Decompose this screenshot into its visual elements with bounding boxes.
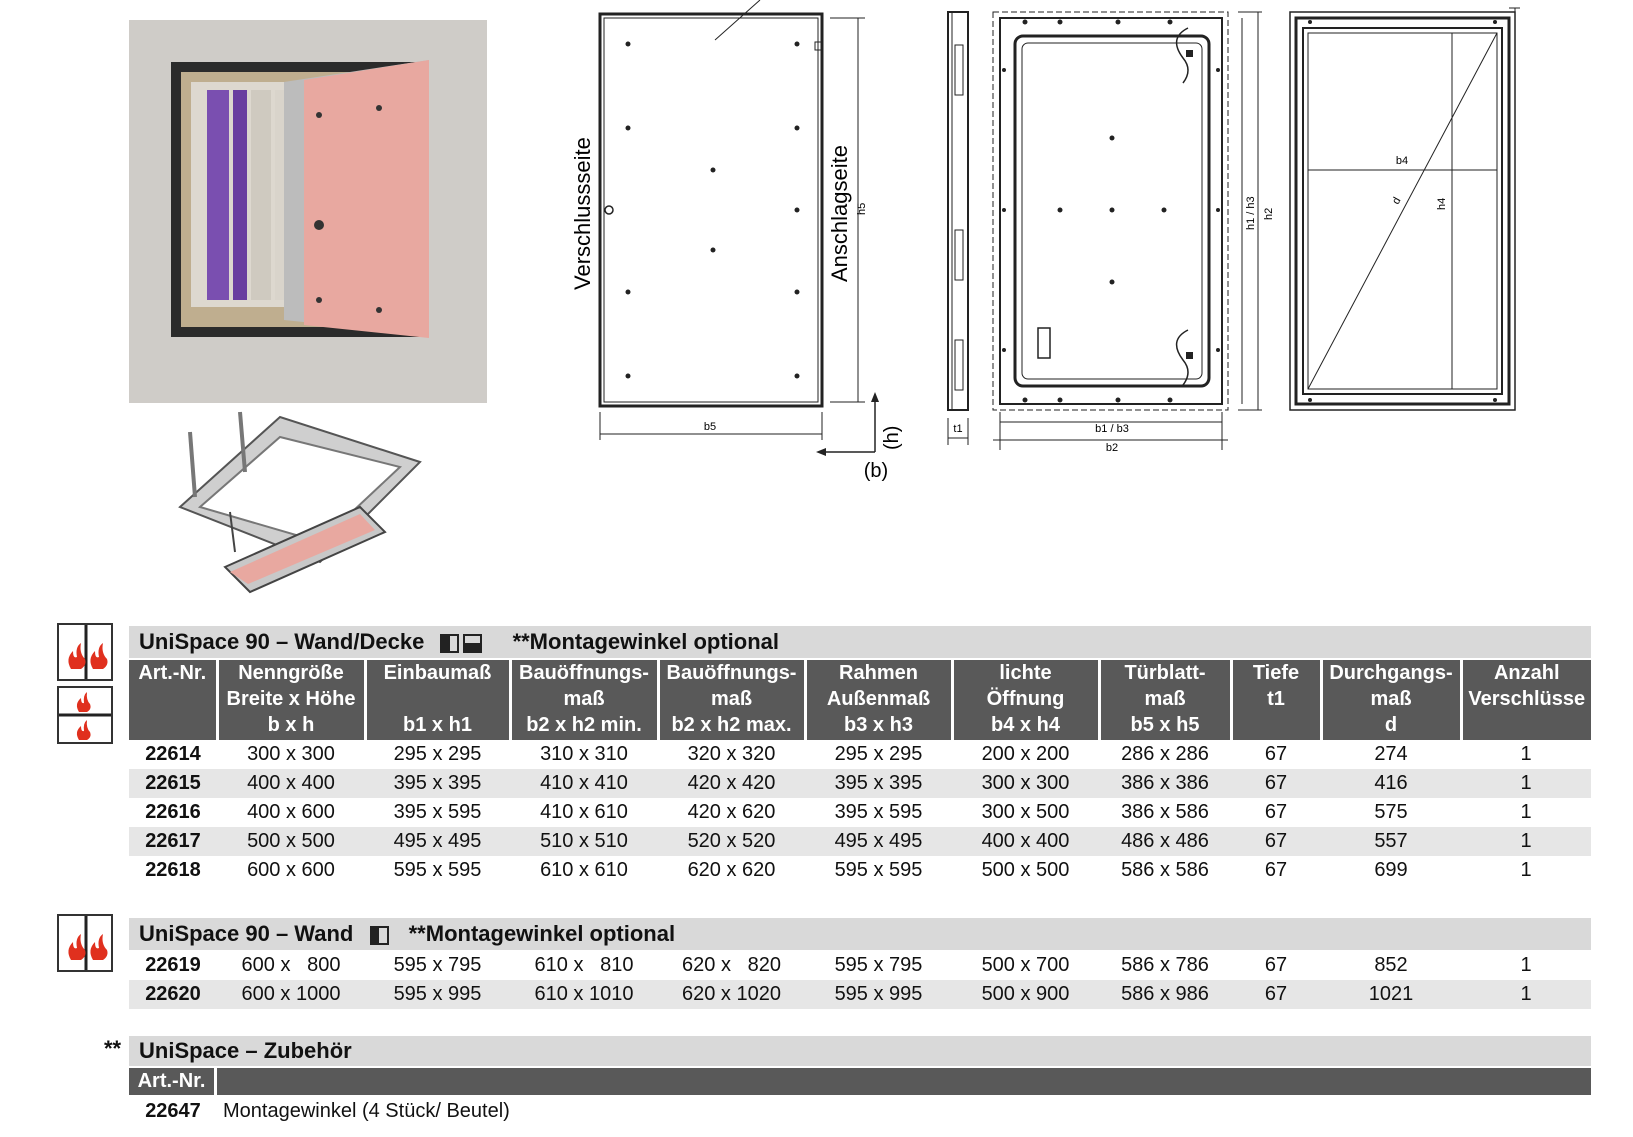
table-cell: 1 <box>1461 980 1591 1009</box>
table-cell: 386 x 586 <box>1121 801 1209 823</box>
list-item <box>129 1097 1591 1125</box>
table-row <box>129 980 1591 1009</box>
table-cell: 610 x 810 <box>534 954 634 976</box>
opening-view <box>1290 8 1520 410</box>
col-header-rahmen: Rahmen Außenmaß b3 x h3 <box>805 660 952 740</box>
col-header-tiefe: Tiefe t1 <box>1231 660 1321 740</box>
article-number-cell: 22617 <box>129 827 217 856</box>
table-cell: 200 x 200 <box>981 743 1070 765</box>
col-header-einbaumass: Einbaumaß b1 x h1 <box>365 660 510 740</box>
table-cell: 1 <box>1520 743 1532 765</box>
table-cell: 410 x 610 <box>540 801 628 823</box>
dim-t1: t1 <box>953 423 963 435</box>
table-cell: 67 <box>1231 769 1321 798</box>
table-cell: 300 x 300 <box>247 743 335 765</box>
section2-table <box>129 951 1591 1009</box>
table-cell: 586 x 586 <box>1121 859 1209 881</box>
table-cell: 500 x 500 <box>217 827 365 856</box>
table-row <box>129 798 1591 827</box>
table-cell: 600 x 800 <box>241 954 341 976</box>
table-cell: 620 x 620 <box>687 859 776 881</box>
col-header-bauoeffnung-max: Bauöffnungs- maß b2 x h2 max. <box>658 660 805 740</box>
section1-header-row <box>129 660 1591 740</box>
table-cell: 852 <box>1374 954 1408 976</box>
table-row <box>129 827 1591 856</box>
section1-title-bar <box>129 626 1591 658</box>
table-cell: 295 x 295 <box>834 743 923 765</box>
section2-note: **Montagewinkel optional <box>408 921 676 946</box>
article-number-cell: 22614 <box>145 743 201 765</box>
table-cell: 600 x 600 <box>247 859 335 881</box>
col-header-bauoeffnung-min: Bauöffnungs- maß b2 x h2 min. <box>510 660 658 740</box>
table-cell: 500 x 700 <box>981 954 1070 976</box>
article-number-cell: 22619 <box>145 954 201 976</box>
table-cell: 595 x 995 <box>805 980 952 1009</box>
label-verschlussseite: Verschlussseite <box>570 137 595 290</box>
section2-body <box>129 951 1591 1009</box>
table-cell: 400 x 400 <box>217 769 365 798</box>
table-cell: 586 x 786 <box>1121 954 1209 976</box>
table-cell: 1021 <box>1321 980 1461 1009</box>
table-cell: 595 x 595 <box>393 859 482 881</box>
dim-b2: b2 <box>1105 442 1119 454</box>
table-cell: 595 x 795 <box>393 954 482 976</box>
section3-body <box>129 1097 1591 1125</box>
table-cell: 1 <box>1520 801 1532 823</box>
section3-col-header-art-nr: Art.-Nr. <box>129 1068 217 1095</box>
label-anschlagseite: Anschlagseite <box>827 145 852 282</box>
section3-title: UniSpace – Zubehör <box>139 1038 352 1063</box>
table-cell: 67 <box>1231 827 1321 856</box>
table-row <box>129 951 1591 980</box>
table-cell: 420 x 620 <box>687 801 776 823</box>
table-cell: 500 x 500 <box>981 859 1070 881</box>
table-cell: 386 x 386 <box>1099 769 1231 798</box>
section1-body <box>129 740 1591 885</box>
table-cell: 295 x 295 <box>393 743 482 765</box>
col-header-lichte-oeffnung: lichte Öffnung b4 x h4 <box>952 660 1099 740</box>
dim-d: d <box>1390 195 1404 207</box>
table-cell: 620 x 820 <box>682 954 781 976</box>
table-cell: 1 <box>1520 954 1532 976</box>
article-number-cell: 22615 <box>129 769 217 798</box>
table-cell: 486 x 486 <box>1099 827 1231 856</box>
table-cell: 395 x 595 <box>393 801 482 823</box>
table-row <box>129 769 1591 798</box>
table-cell: 610 x 1010 <box>510 980 658 1009</box>
table-cell: 595 x 595 <box>834 859 923 881</box>
table-row <box>129 740 1591 769</box>
accessory-marker: ** <box>104 1036 122 1061</box>
col-header-nenngroesse: Nenngröße Breite x Höhe b x h <box>217 660 365 740</box>
dim-h2: h2 <box>1263 207 1275 220</box>
article-number-cell: 22616 <box>145 801 201 823</box>
wall-mount-icon <box>440 634 459 653</box>
dim-b4: b4 <box>1395 155 1409 167</box>
table-cell: 320 x 320 <box>687 743 776 765</box>
section3-header-bar <box>129 1068 1591 1095</box>
article-number-cell: 22618 <box>145 859 201 881</box>
technical-drawing <box>570 0 1560 490</box>
dim-b1-b3: b1 / b3 <box>1095 423 1129 435</box>
table-row <box>129 856 1591 885</box>
table-cell: 395 x 395 <box>805 769 952 798</box>
section1-table <box>129 660 1591 885</box>
fire-wall-icon <box>57 623 113 681</box>
product-photo-wall <box>129 20 487 403</box>
table-cell: 1 <box>1461 827 1591 856</box>
back-view <box>993 12 1262 450</box>
table-cell: 300 x 500 <box>981 801 1070 823</box>
section1-title: UniSpace 90 – Wand/Decke <box>139 629 425 654</box>
table-cell: 610 x 610 <box>540 859 628 881</box>
table-cell: 595 x 995 <box>365 980 510 1009</box>
product-photo-ceiling <box>170 412 432 612</box>
table-cell: 286 x 286 <box>1121 743 1209 765</box>
table-cell: 495 x 495 <box>805 827 952 856</box>
table-cell: 416 <box>1321 769 1461 798</box>
col-header-durchgang: Durchgangs- maß d <box>1321 660 1461 740</box>
ceiling-mount-icon <box>463 634 482 653</box>
section2-title-bar <box>129 918 1591 950</box>
table-cell: 274 <box>1374 743 1408 765</box>
section3-title-bar <box>129 1036 1591 1066</box>
table-cell: 510 x 510 <box>510 827 658 856</box>
col-header-verschluesse: Anzahl Verschlüsse <box>1461 660 1591 740</box>
table-cell: 310 x 310 <box>540 743 628 765</box>
table-cell: 67 <box>1231 980 1321 1009</box>
table-cell: 520 x 520 <box>658 827 805 856</box>
col-header-art-nr: Art.-Nr. <box>129 660 217 740</box>
dim-h1-h3: h1 / h3 <box>1245 196 1257 230</box>
table-cell: 67 <box>1264 801 1288 823</box>
table-cell: 400 x 600 <box>247 801 335 823</box>
dim-h4: h4 <box>1436 197 1448 210</box>
table-cell: 395 x 595 <box>834 801 923 823</box>
wall-mount-icon-2 <box>370 926 389 945</box>
table-cell: 575 <box>1374 801 1408 823</box>
table-cell: 557 <box>1321 827 1461 856</box>
article-number-cell: 22620 <box>129 980 217 1009</box>
table-cell: 586 x 986 <box>1099 980 1231 1009</box>
table-cell: 400 x 400 <box>952 827 1099 856</box>
table-cell: 410 x 410 <box>510 769 658 798</box>
accessory-description: Montagewinkel (4 Stück/ Beutel) <box>223 1100 510 1122</box>
table-cell: 300 x 300 <box>952 769 1099 798</box>
section2-title: UniSpace 90 – Wand <box>139 921 354 946</box>
dim-b5: b5 <box>703 421 717 433</box>
table-cell: 1 <box>1461 769 1591 798</box>
table-cell: 67 <box>1264 743 1288 765</box>
table-cell: 420 x 420 <box>658 769 805 798</box>
fire-ceiling-icon <box>57 686 113 744</box>
table-cell: 67 <box>1264 954 1288 976</box>
section1-note: **Montagewinkel optional <box>512 629 780 654</box>
table-cell: 1 <box>1520 859 1532 881</box>
table-cell: 620 x 1020 <box>658 980 805 1009</box>
table-cell: 699 <box>1374 859 1408 881</box>
fire-wall-icon-2 <box>57 914 113 972</box>
col-header-tuerblatt: Türblatt- maß b5 x h5 <box>1099 660 1231 740</box>
table-cell: 395 x 395 <box>365 769 510 798</box>
side-view <box>948 12 968 445</box>
table-cell: 595 x 795 <box>834 954 923 976</box>
table-cell: 495 x 495 <box>365 827 510 856</box>
article-number-cell: 22647 <box>145 1100 201 1122</box>
dim-b: (b) <box>863 460 889 482</box>
dim-h: (h) <box>881 425 903 450</box>
table-cell: 67 <box>1264 859 1288 881</box>
dim-h5: h5 <box>856 202 868 215</box>
table-cell: 600 x 1000 <box>217 980 365 1009</box>
table-cell: 500 x 900 <box>952 980 1099 1009</box>
